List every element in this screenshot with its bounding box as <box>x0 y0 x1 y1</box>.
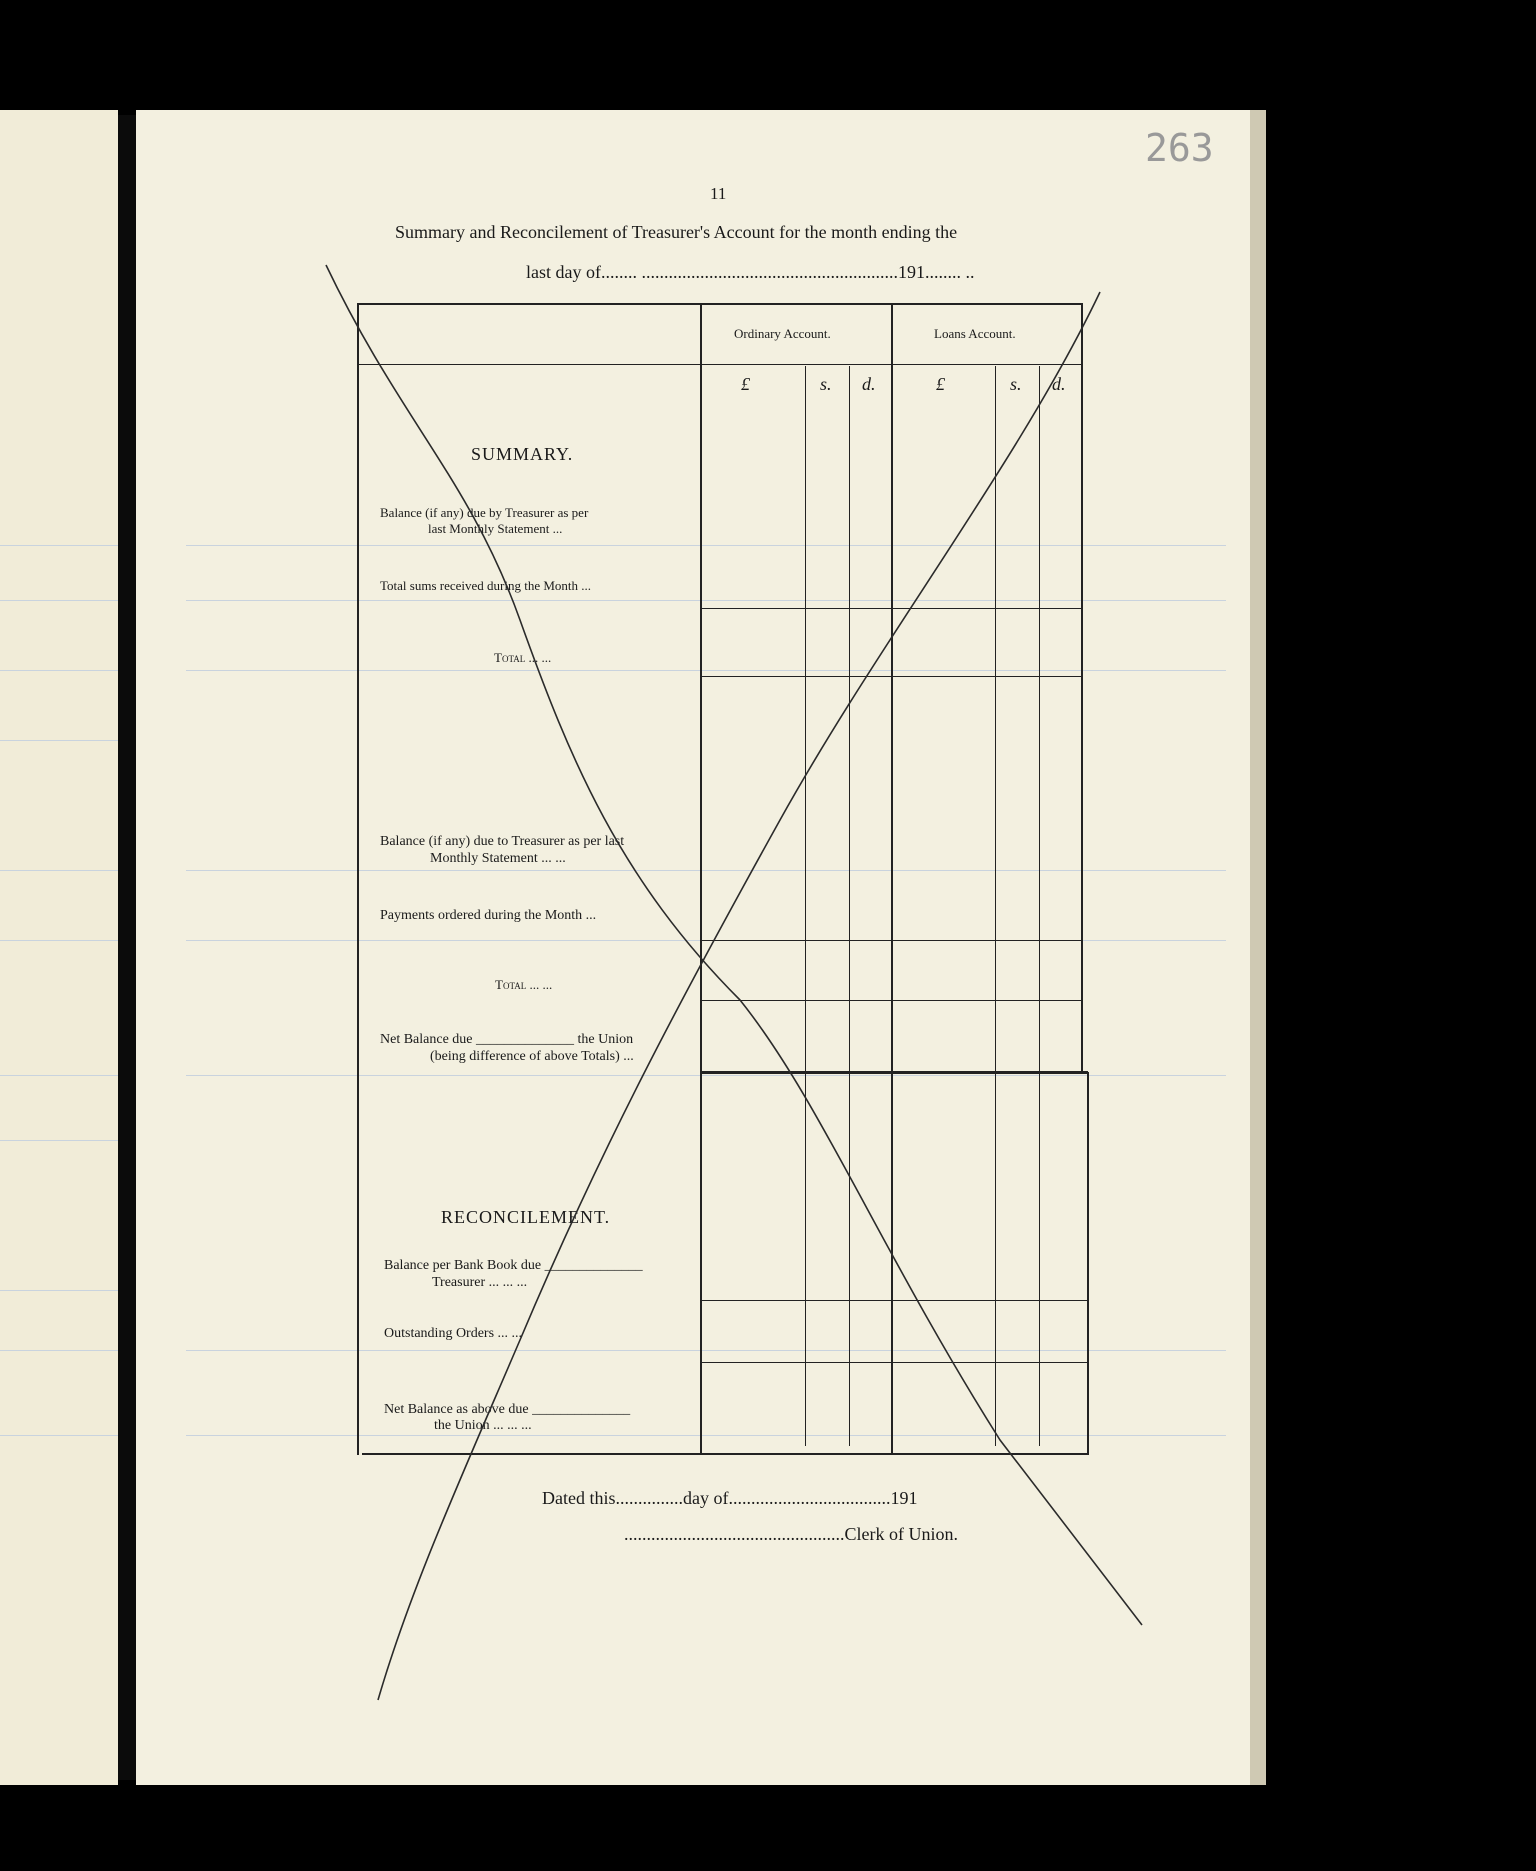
net-above-line1: Net Balance as above due ______________ <box>384 1402 631 1417</box>
total-2: Total ... ... <box>495 977 553 992</box>
bank-book-line1: Balance per Bank Book due ______________ <box>384 1258 643 1273</box>
ordinary-shillings-header: s. <box>820 374 832 394</box>
total-received: Total sums received during the Month ... <box>380 578 592 593</box>
reconcilement-heading: RECONCILEMENT. <box>441 1207 611 1227</box>
loans-pence-header: d. <box>1052 374 1066 394</box>
payments-ordered: Payments ordered during the Month ... <box>380 908 597 923</box>
clerk-line: .................................................Clerk of Union. <box>624 1524 958 1544</box>
net-above-line2: the Union ... ... ... <box>434 1418 532 1433</box>
page-number: 11 <box>710 184 727 203</box>
cross-out-stroke-ascending <box>378 292 1100 1700</box>
outstanding-orders: Outstanding Orders ... ... <box>384 1326 523 1341</box>
stamp-number: 263 <box>1145 126 1214 170</box>
form-title-date: last day of........ .........................................................191........ .. <box>526 262 975 282</box>
balance-due-to-line1: Balance (if any) due to Treasurer as per last <box>380 834 625 849</box>
bank-book-line2: Treasurer ... ... ... <box>432 1275 528 1290</box>
dated-line: Dated this...............day of....................................191 <box>542 1488 918 1508</box>
ordinary-account-header: Ordinary Account. <box>734 326 831 341</box>
loans-shillings-header: s. <box>1010 374 1022 394</box>
balance-due-by-line1: Balance (if any) due by Treasurer as per <box>380 505 589 520</box>
balance-due-to-line2: Monthly Statement ... ... <box>430 851 566 866</box>
loans-account-header: Loans Account. <box>934 326 1016 341</box>
loans-pounds-header: £ <box>936 374 945 394</box>
net-balance-line1: Net Balance due ______________ the Union <box>380 1032 634 1047</box>
ordinary-pounds-header: £ <box>741 374 750 394</box>
balance-due-by-line2: last Monthly Statement ... <box>428 521 563 536</box>
ordinary-pence-header: d. <box>862 374 876 394</box>
summary-heading: SUMMARY. <box>471 444 574 464</box>
total-1: Total ... ... <box>494 650 552 665</box>
form-title: Summary and Reconcilement of Treasurer's Account for the month ending the <box>395 222 958 242</box>
cross-out-stroke-descending <box>326 265 1142 1625</box>
net-balance-line2: (being difference of above Totals) ... <box>430 1049 634 1064</box>
